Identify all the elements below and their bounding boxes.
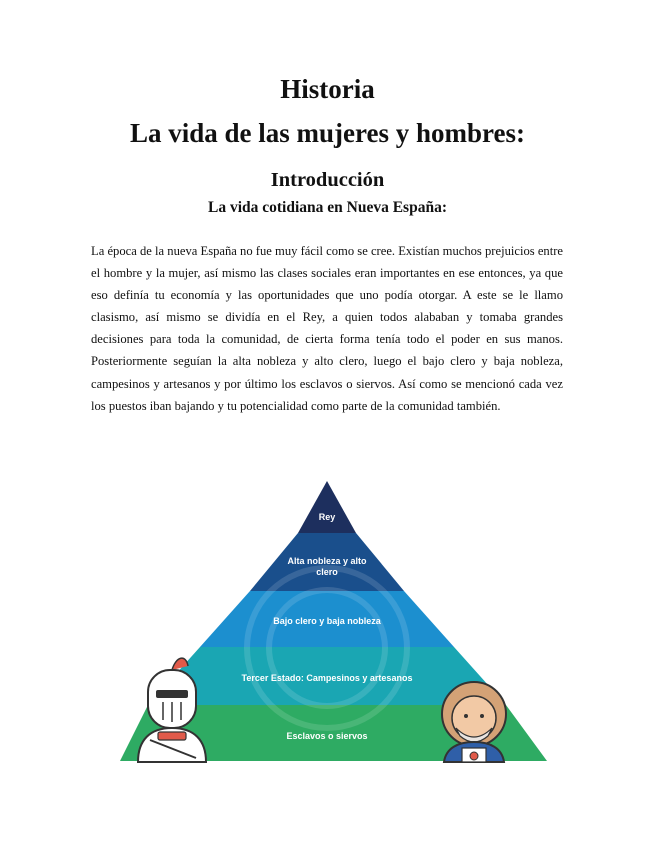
pyramid-label-esclavos: Esclavos o siervos [286, 731, 368, 741]
pyramid-label-alta-nobleza-1: Alta nobleza y alto [287, 556, 367, 566]
social-pyramid-diagram [0, 470, 655, 770]
pyramid-level-rey [298, 481, 356, 533]
page-subtitle: La vida de las mujeres y hombres: [129, 118, 525, 148]
subsection-heading: La vida cotidiana en Nueva España: [207, 199, 447, 216]
page-title: Historia [280, 74, 375, 104]
pyramid-label-tercer-estado: Tercer Estado: Campesinos y artesanos [241, 673, 413, 683]
pyramid-label-bajo-clero: Bajo clero y baja nobleza [273, 616, 381, 626]
pyramid-label-rey: Rey [318, 512, 336, 522]
intro-paragraph: La época de la nueva España no fue muy fácil como se cree. Existían muchos prejuicios entre el hombre y la mujer, así mismo las clases sociales eran importantes en ese entonces, ya que eso definía tu economía y las oportunidades que uno podía otorgar. A este se le llamo clasismo, así mismo se dividía en el Rey, a quien todos alababan y tomaba grandes decisiones para toda la comunidad, de cierta forma tenía todo el poder en sus manos. Posteriormente seguían la alta nobleza y alto clero, luego el bajo clero y baja nobleza, campesinos y artesanos y por último los esclavos o siervos. Así como se mencionó cada vez los puestos iban bajando y tu potencialidad como parte de la comunidad también. [91, 244, 563, 413]
section-heading: Introducción [270, 169, 385, 191]
pyramid-label-alta-nobleza-2: clero [316, 567, 338, 577]
noble-person-icon [442, 682, 506, 762]
